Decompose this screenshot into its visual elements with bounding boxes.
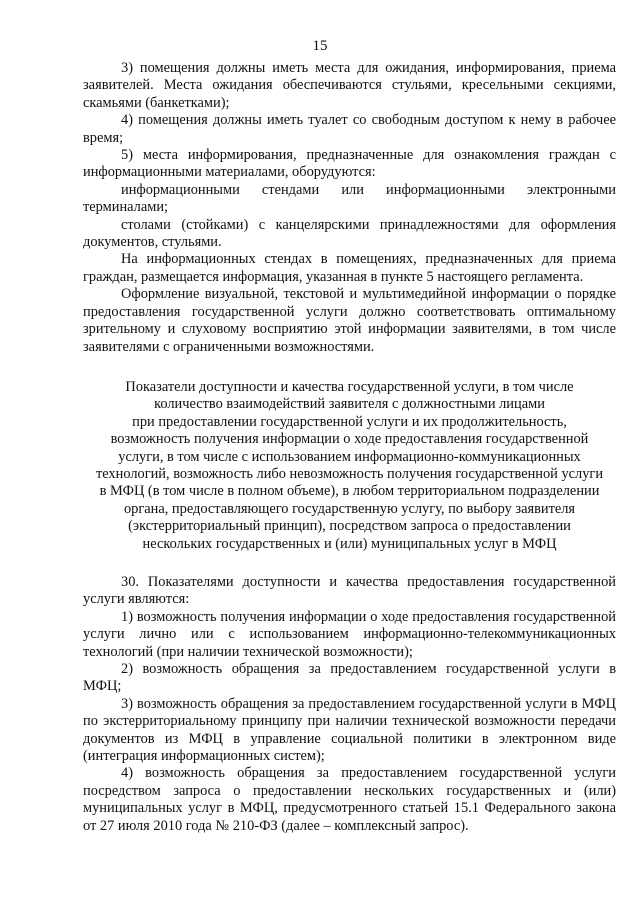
paragraph-info-stands: информационными стендами или информационными электронными терминалами; — [83, 181, 616, 216]
heading-line: услуги, в том числе с использованием информационно-коммуникационных — [118, 448, 581, 465]
paragraph-indicator-1: 1) возможность получения информации о ходе предоставления государственной услуги лично или с использованием информационно-телекоммуникационных технологий (при наличии технической возможности); — [83, 608, 616, 660]
page-number: 15 — [312, 38, 328, 54]
paragraph-info-places: 5) места информирования, предназначенные для ознакомления граждан с информационными материалами, оборудуются: — [83, 147, 616, 181]
paragraph-tables: столами (стойками) с канцелярскими принадлежностями для оформления документов, стульями. — [83, 216, 616, 251]
paragraph-premises-waiting: 3) помещения должны иметь места для ожидания, информирования, приема заявителей. Места ожидания обеспечиваются стульями, кресельными секциями, скамьями (банкетками); — [83, 60, 616, 111]
paragraph-indicator-2: 2) возможность обращения за предоставлением государственной услуги в МФЦ; — [83, 661, 616, 695]
heading-line: (экстерриториальный принцип), посредством запроса о предоставлении — [128, 518, 571, 535]
section-heading — [83, 379, 616, 553]
heading-line: технологий, возможность либо невозможность получения государственной услуги — [95, 465, 604, 482]
heading-line: возможность получения информации о ходе предоставления государственной — [110, 431, 589, 448]
paragraph-30-indicators: 30. Показателями доступности и качества предоставления государственной услуги являются: — [83, 573, 616, 608]
heading-line: нескольких государственных и (или) муниципальных услуг в МФЦ — [142, 535, 557, 552]
heading-line: в МФЦ (в том числе в полном объеме), в любом территориальном подразделении — [99, 483, 600, 500]
heading-line: органа, предоставляющего государственную услугу, по выбору заявителя — [123, 500, 576, 517]
paragraph-indicator-4: 4) возможность обращения за предоставлением государственной услуги посредством запроса о предоставлении нескольких государственных и (или) муниципальных услуг в МФЦ, предусмотренного статьей 15.1 Федерального закона от 27 июля 2010 года № 210-ФЗ (далее – комплексный запрос). — [83, 765, 616, 834]
heading-line: Показатели доступности и качества государственной услуги, в том числе — [125, 378, 574, 395]
paragraph-stand-info: На информационных стендах в помещениях, предназначенных для приема граждан, размещается информация, указанная в пункте 5 настоящего регламента. — [83, 251, 616, 285]
heading-line: при предоставлении государственной услуги и их продолжительность, — [132, 413, 567, 430]
paragraph-premises-toilet: 4) помещения должны иметь туалет со свободным доступом к нему в рабочее время; — [83, 112, 616, 146]
document-body — [83, 60, 616, 835]
heading-line: количество взаимодействий заявителя с должностными лицами — [154, 396, 545, 413]
paragraph-indicator-3: 3) возможность обращения за предоставлением государственной услуги в МФЦ по экстерриториальному принципу при наличии технической возможности передачи документов из МФЦ в управление социальной политики в электронном виде (интеграция информационных систем); — [83, 695, 616, 765]
paragraph-visual-info: Оформление визуальной, текстовой и мультимедийной информации о порядке предоставления государственной услуги должно соответствовать оптимальному зрительному и слуховому восприятию этой информации заявителями, в том числе заявителями с ограниченными возможностями. — [83, 286, 616, 355]
